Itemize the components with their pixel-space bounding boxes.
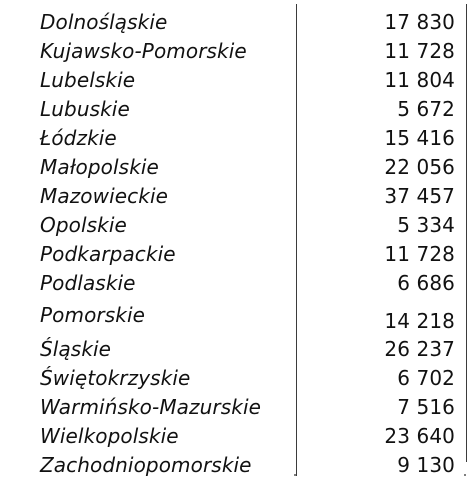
region-value: 5 672: [397, 97, 455, 121]
table-row: [0, 335, 467, 364]
region-value: 17 830: [384, 10, 455, 34]
region-name: Śląskie: [40, 337, 112, 361]
table-row: [0, 66, 467, 95]
table-row: [0, 364, 467, 393]
table-row: [0, 393, 467, 422]
region-value: 14 218: [384, 309, 455, 333]
table-row: [0, 269, 467, 298]
region-name: Opolskie: [40, 213, 127, 237]
table-row: [0, 240, 467, 269]
region-name: Zachodniopomorskie: [40, 453, 252, 477]
region-value: 11 728: [384, 39, 455, 63]
table-row: [0, 451, 467, 480]
table-row: [0, 301, 467, 333]
region-value: 37 457: [384, 184, 455, 208]
region-name: Mazowieckie: [40, 184, 169, 208]
region-name: Lubuskie: [40, 97, 130, 121]
region-value: 9 130: [397, 453, 455, 477]
region-name: Podlaskie: [40, 271, 136, 295]
region-value: 11 728: [384, 242, 455, 266]
region-name: Podkarpackie: [40, 242, 176, 266]
region-value: 7 516: [397, 395, 455, 419]
region-name: Małopolskie: [40, 155, 159, 179]
region-value: 15 416: [384, 126, 455, 150]
table-row: [0, 8, 467, 37]
table-row: [0, 153, 467, 182]
region-name: Wielkopolskie: [40, 424, 179, 448]
region-value: 5 334: [397, 213, 455, 237]
region-value: 23 640: [384, 424, 455, 448]
table-row: [0, 211, 467, 240]
region-name: Pomorskie: [40, 303, 146, 327]
region-value: 22 056: [384, 155, 455, 179]
region-value: 26 237: [384, 337, 455, 361]
table-row: [0, 37, 467, 66]
table-row: [0, 182, 467, 211]
region-name: Świętokrzyskie: [40, 366, 191, 390]
region-value: 6 702: [397, 366, 455, 390]
region-name: Łódzkie: [40, 126, 117, 150]
table-row: [0, 422, 467, 451]
region-value: 6 686: [397, 271, 455, 295]
corner-dot: [464, 474, 466, 476]
region-name: Warmińsko-Mazurskie: [40, 395, 262, 419]
table-row: [0, 95, 467, 124]
table-row: [0, 124, 467, 153]
region-name: Lubelskie: [40, 68, 136, 92]
region-value: 11 804: [384, 68, 455, 92]
region-name: Dolnośląskie: [40, 10, 168, 34]
corner-dot: [294, 474, 296, 476]
region-name: Kujawsko-Pomorskie: [40, 39, 247, 63]
